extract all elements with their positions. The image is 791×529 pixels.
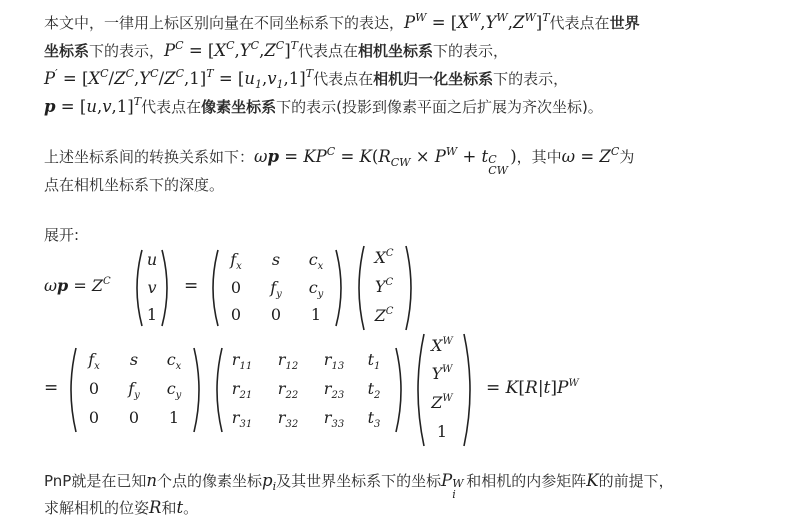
pnp-text: 和 bbox=[161, 499, 177, 517]
expand-label bbox=[44, 224, 79, 246]
intro-text: 下的表示(投影到像素平面之后扩展为齐次坐标)。 bbox=[276, 98, 603, 116]
bold-term: 世界 bbox=[609, 14, 640, 32]
pnp-text: 求解相机的位姿 bbox=[44, 499, 150, 517]
article-page: 本文中，一律用上标区别向量在不同坐标系下的表达，$P^W = [X^W,Y^W,Z^W]^T$代表点在世界 坐标系下的表示，$P^C = [X^C,Y^C,Z^C]^T$代表点在相机坐标系下的表示， $P' = [X^C/Z^C,Y^C/Z^C,1]^T = [u_1,v_1,1]^T$代表点在相机归一化坐标系下的表示， $p = [u,v,1]^T$代表点在像素坐标系下的表示(投影到像素平面之后扩展为齐次坐标)。 上述坐标系间的转换关系如下：$\omega p = KP^C = K(R_{CW} \times P^W + t$ C CW )，其中$\omega = Z^C$为 点在相机坐标系下的深度。 展开: $\omega p = Z^C$ u v 1 = $f_x$ s $c_x$ 0 $f_y$ $c_y$ 0 0 1 $X^C$ $Y^C$ $Z^C$ = $f_x$ s $c_x$ 0 $f_y$ $c_y$ 0 0 1 $r_{11}$ $r_{12}$ $r_{13}$ $t_1$ $r_{21}$ $r_{22}$ $r_{23}$ $t_2$ $r_{31}$ $r_{32}$ $r_{33}$ $t_3$ $X^W$ $Y^W$ $Z^W$ 1 = $K[R|t]P^W$ PnP就是在已知n个点的像素坐标$p_i$及其世界坐标系下的坐标P W i 和相机的内参矩阵K的前提下， 求解相机的位姿R和t。 bbox=[44, 11, 674, 517]
pnp-text: PnP就是在已知 bbox=[44, 472, 147, 490]
eq1-lhs: $\omega p = Z^C$ bbox=[44, 276, 111, 295]
equals-sign: = bbox=[44, 378, 59, 398]
pnp-line-1 bbox=[44, 470, 674, 501]
PC-cell: $Z^C$ bbox=[374, 306, 394, 325]
math-PC-def: $P^C = [X^C,Y^C,Z^C]^T$ bbox=[164, 39, 298, 60]
intro-line-2 bbox=[44, 40, 508, 64]
intro-line-1 bbox=[44, 12, 640, 36]
right-paren bbox=[334, 248, 348, 328]
transform-line-2 bbox=[44, 174, 224, 196]
uv1-cell: u bbox=[146, 250, 158, 269]
intro-text: 代表点在 bbox=[549, 14, 610, 32]
intro-text: 下的表示， bbox=[89, 42, 165, 60]
pnp-text: 。 bbox=[183, 499, 199, 517]
math-p-def: $p = [u,v,1]^T$ bbox=[44, 95, 142, 116]
pnp-text: 个点的像素坐标 bbox=[156, 472, 262, 490]
bold-term: 相机归一化坐标系 bbox=[373, 70, 494, 88]
bold-term: 坐标系 bbox=[44, 42, 90, 60]
right-paren bbox=[192, 346, 206, 434]
PC-cell: $X^C$ bbox=[374, 248, 394, 267]
intro-text: 代表点在 bbox=[141, 98, 202, 116]
right-paren bbox=[160, 248, 174, 328]
intro-text: 本文中，一律用上标区别向量在不同坐标系下的表达， bbox=[44, 14, 405, 32]
pnp-text: 的前提下， bbox=[598, 472, 674, 490]
transform-text: 点在相机坐标系下的深度。 bbox=[44, 176, 225, 194]
PW-cell: 1 bbox=[436, 422, 448, 441]
math-omega: $\omega = Z^C$ bbox=[561, 145, 620, 166]
PW-cell: $Z^W$ bbox=[431, 393, 453, 412]
math-t: t bbox=[176, 498, 184, 517]
math-K: K bbox=[586, 471, 599, 490]
math-R: R bbox=[149, 498, 162, 517]
expand-text: 展开: bbox=[44, 226, 80, 244]
PW-cell: $X^W$ bbox=[431, 336, 453, 355]
intro-text: 下的表示， bbox=[493, 70, 569, 88]
uv1-cell: v bbox=[147, 278, 157, 297]
PW-cell: $Y^W$ bbox=[431, 364, 453, 383]
transform-line-1 bbox=[44, 145, 635, 177]
intro-text: 代表点在 bbox=[298, 42, 359, 60]
math-PiW: P W i bbox=[441, 471, 464, 501]
math-PW-def: $P^W = [X^W,Y^W,Z^W]^T$ bbox=[404, 11, 550, 32]
transform-text: ，其中 bbox=[516, 148, 562, 166]
transform-text: 上述坐标系间的转换关系如下： bbox=[44, 148, 255, 166]
pnp-line-2 bbox=[44, 497, 198, 519]
right-paren bbox=[394, 346, 408, 434]
eq2-rhs: = $K[R|t]P^W$ bbox=[486, 378, 579, 398]
intro-text: 下的表示， bbox=[433, 42, 509, 60]
pnp-text: 和相机的内参矩阵 bbox=[466, 472, 587, 490]
math-transform: $\omega p = KP^C = K(R_{CW} \times P^W + t$ C CW ) bbox=[254, 145, 517, 177]
math-n: n bbox=[146, 471, 157, 490]
right-paren bbox=[462, 332, 478, 448]
math-pi: $p_i$ bbox=[262, 471, 277, 493]
bold-term: 像素坐标系 bbox=[201, 98, 277, 116]
uv1-cell: 1 bbox=[146, 305, 158, 324]
intro-line-4 bbox=[44, 96, 603, 120]
PC-cell: $Y^C$ bbox=[374, 277, 394, 296]
transform-text: 为 bbox=[619, 148, 635, 166]
intro-line-3 bbox=[44, 68, 568, 92]
intro-text: 代表点在 bbox=[313, 70, 374, 88]
math-Pprime-def: $P' = [X^C/Z^C,Y^C/Z^C,1]^T = [u_1,v_1,1]^T$ bbox=[44, 67, 314, 91]
right-paren bbox=[404, 244, 418, 332]
equals-sign: = bbox=[184, 276, 199, 296]
bold-term: 相机坐标系 bbox=[358, 42, 434, 60]
pnp-text: 及其世界坐标系下的坐标 bbox=[276, 472, 442, 490]
